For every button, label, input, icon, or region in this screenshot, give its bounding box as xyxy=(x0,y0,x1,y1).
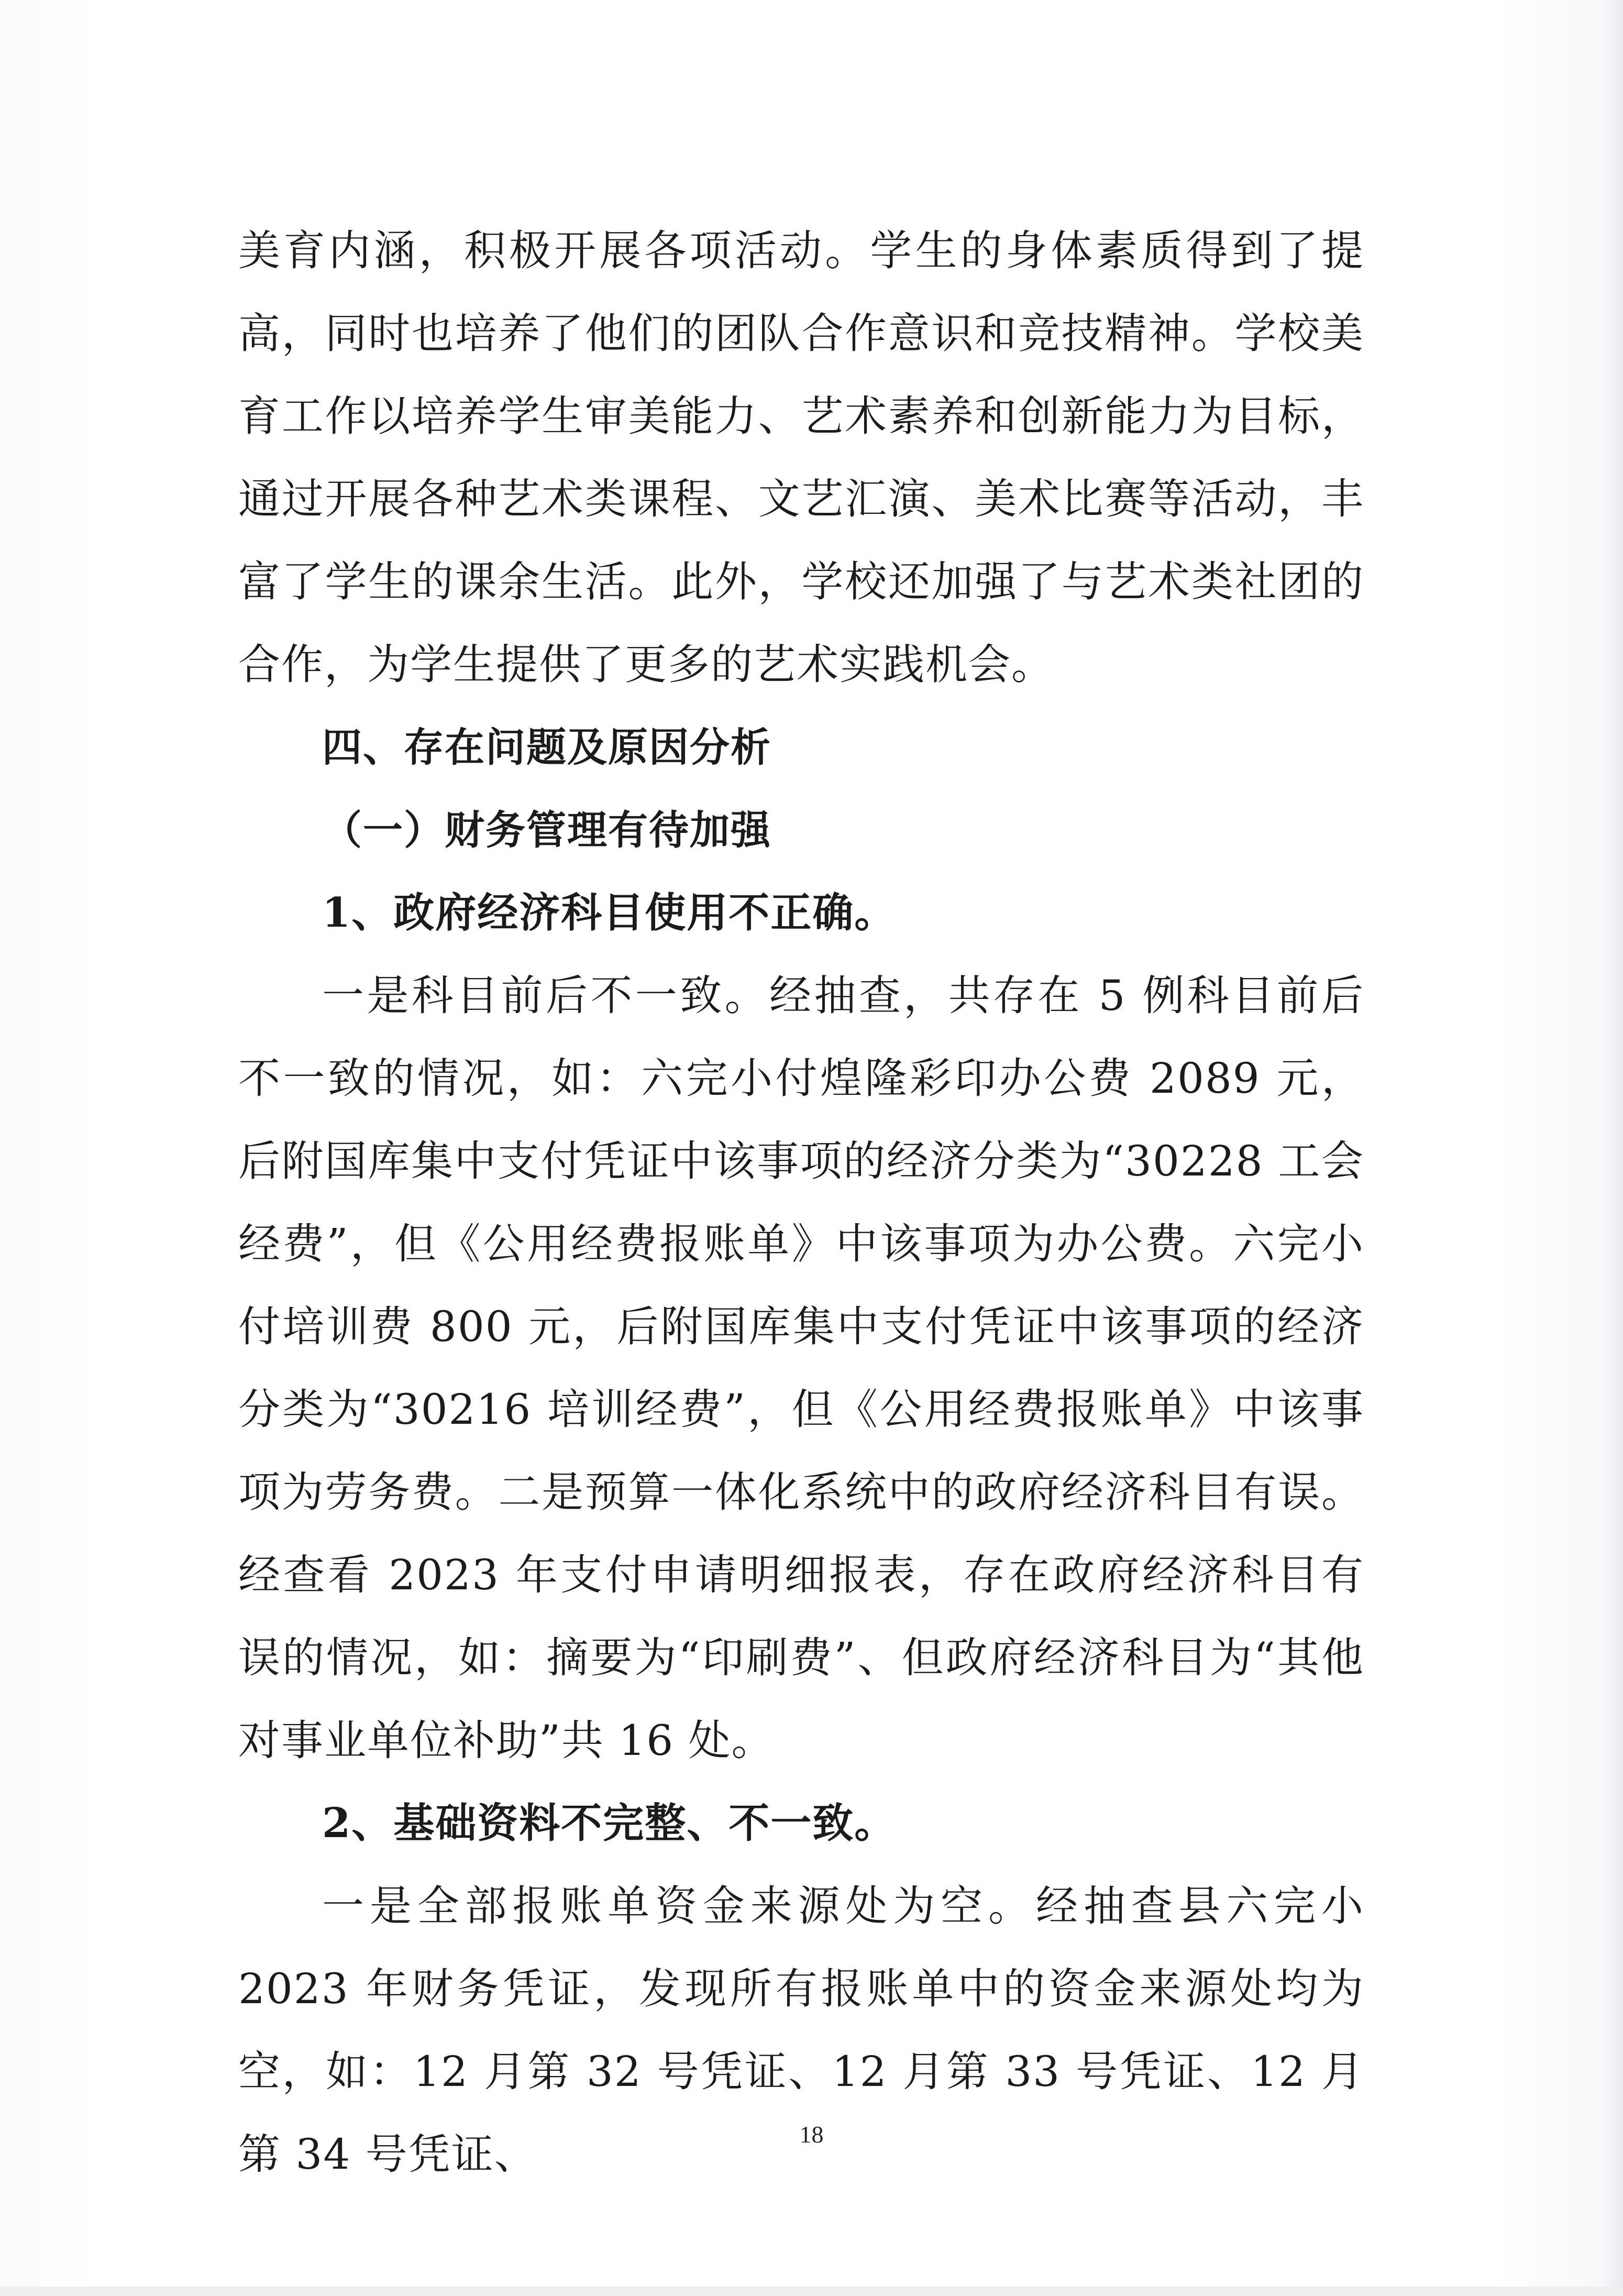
document-body xyxy=(238,210,1364,2196)
subsection-heading-finance: （一）财务管理有待加强 xyxy=(322,807,771,853)
paragraph-arts-education: 美育内涵，积极开展各项活动。学生的身体素质得到了提高，同时也培养了他们的团队合作意识和竞技精神。学校美育工作以培养学生审美能力、艺术素养和创新能力为目标，通过开展各种艺术类课程、文艺汇演、美术比赛等活动，丰富了学生的课余生活。此外，学校还加强了与艺术类社团的合作，为学生提供了更多的艺术实践机会。 xyxy=(238,226,1364,689)
paragraph-funding-source-empty: 一是全部报账单资金来源处为空。经抽查县六完小 2023 年财务凭证，发现所有报账单中的资金来源处均为空，如：12 月第 32 号凭证、12 月第 33 号凭证、12 月第 34 号凭证、 xyxy=(238,1882,1364,2179)
page-number: 18 xyxy=(799,2121,824,2148)
item-heading-basic-materials: 2、基础资料不完整、不一致。 xyxy=(322,1799,897,1847)
scan-shadow-right xyxy=(1602,0,1623,2296)
section-heading-problems: 四、存在问题及原因分析 xyxy=(322,724,771,771)
scan-shadow-bottom xyxy=(0,2287,1623,2296)
item-heading-economic-subject: 1、政府经济科目使用不正确。 xyxy=(322,889,897,937)
paragraph-subject-inconsistency: 一是科目前后不一致。经抽查，共存在 5 例科目前后不一致的情况，如：六完小付煌隆彩印办公费 2089 元，后附国库集中支付凭证中该事项的经济分类为“30228 工会经费”，但《公用经费报账单》中该事项为办公费。六完小付培训费 800 元，后附国库集中支付凭证中该事项的经济分类为“30216 培训经费”，但《公用经费报账单》中该事项为劳务费。二是预算一体化系统中的政府经济科目有误。经查看 2023 年支付申请明细报表，存在政府经济科目有误的情况，如：摘要为“印刷费”、但政府经济科目为“其他对事业单位补助”共 16 处。 xyxy=(238,971,1364,1765)
